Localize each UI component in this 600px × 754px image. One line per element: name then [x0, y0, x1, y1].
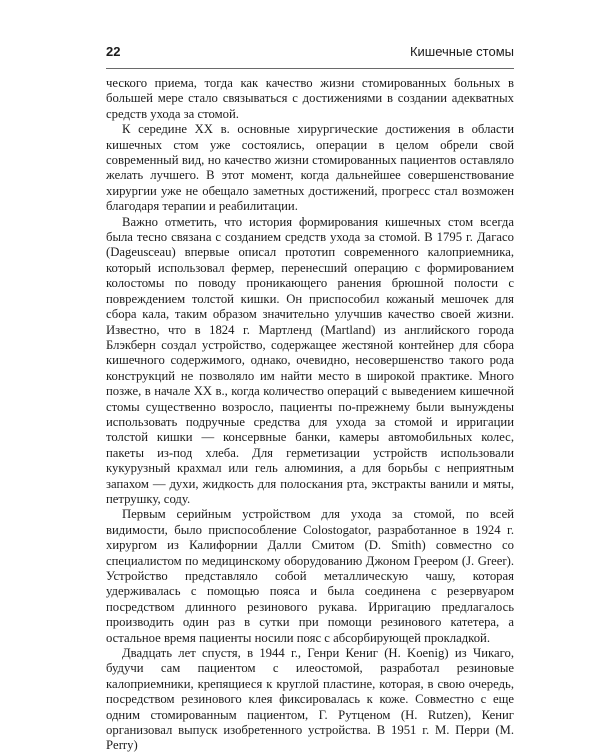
- paragraph: Первым серийным устройством для ухода за стомой, по всей видимости, было приспособление Colostogator, разработанное в 1924 г. хирургом из Калифорнии Далли Смитом (D. Smith) совместно со специалистом по медицинскому оборудованию Джоном Греером (J. Greer). Устройство представляло собой металлическую чашу, которая удерживалась с помощью пояса и была соединена с резервуаром посредством длинного резинового рукава. Ирригацию предлагалось производить один раз в сутки при помощи резинового катетера, а остальное время пациенты носили пояс с абсорбирующей прокладкой.: [106, 507, 514, 645]
- paragraph: Важно отметить, что история формирования кишечных стом всегда была тесно связана с созданием средств ухода за стомой. В 1795 г. Дагасо (Dageusceau) впервые описал прототип современного калоприемника, который использовал фермер, перенесший операцию с формированием колостомы по поводу проникающего ранения брюшной полости с повреждением толстой кишки. Он приспособил кожаный мешочек для сбора кала, таким образом значительно улучшив качество своей жизни. Известно, что в 1824 г. Мартленд (Martland) из английского города Блэкберн создал устройство, содержащее жестяной контейнер для сбора кишечного содержимого, однако, очевидно, несовершенство такого рода конструкций не позволяло им найти место в широкой практике. Много позже, в начале XX в., когда количество операций с выведением кишечной стомы существенно возросло, пациенты по-прежнему были вынуждены использовать подручные средства для ухода за стомой и ирригации толстой кишки — консервные банки, камеры автомобильных колес, пакеты из-под хлеба. Для герметизации устройств использовали кукурузный крахмал или гель алюминия, а для борьбы с неприятным запахом — духи, жидкость для полоскания рта, экстракты ванили и мяты, петрушку, соду.: [106, 214, 514, 506]
- running-head: [106, 44, 514, 64]
- page-number: 22: [106, 44, 121, 59]
- paragraph-continuation: ческого приема, тогда как качество жизни стомированных больных в большей мере стало связываться с достижениями в создании адекватных средств ухода за стомой.: [106, 76, 514, 121]
- running-title: Кишечные стомы: [409, 44, 514, 59]
- paragraph: К середине XX в. основные хирургические достижения в области кишечных стом уже состоялись, операции в целом обрели свой современный вид, но качество жизни стомированных пациентов оставляло желать лучшего. В этот момент, когда дальнейшее совершенствование хирургии уже не обещало заметных достижений, прогресс стал возможен благодаря терапии и реабилитации.: [106, 122, 514, 214]
- body-text: [106, 76, 514, 754]
- header-rule: [106, 68, 514, 69]
- paragraph: Двадцать лет спустя, в 1944 г., Генри Кениг (H. Koenig) из Чикаго, будучи сам пациентом с илеостомой, разработал резиновые калоприемники, крепящиеся к круглой пластине, которая, в свою очередь, посредством резинового клея фиксировалась к коже. Совместно с еще одним стомированным пациентом, Г. Рутценом (H. Rutzen), Кениг организовал выпуск изобретенного устройства. В 1951 г. М. Перри (M. Perry): [106, 646, 514, 753]
